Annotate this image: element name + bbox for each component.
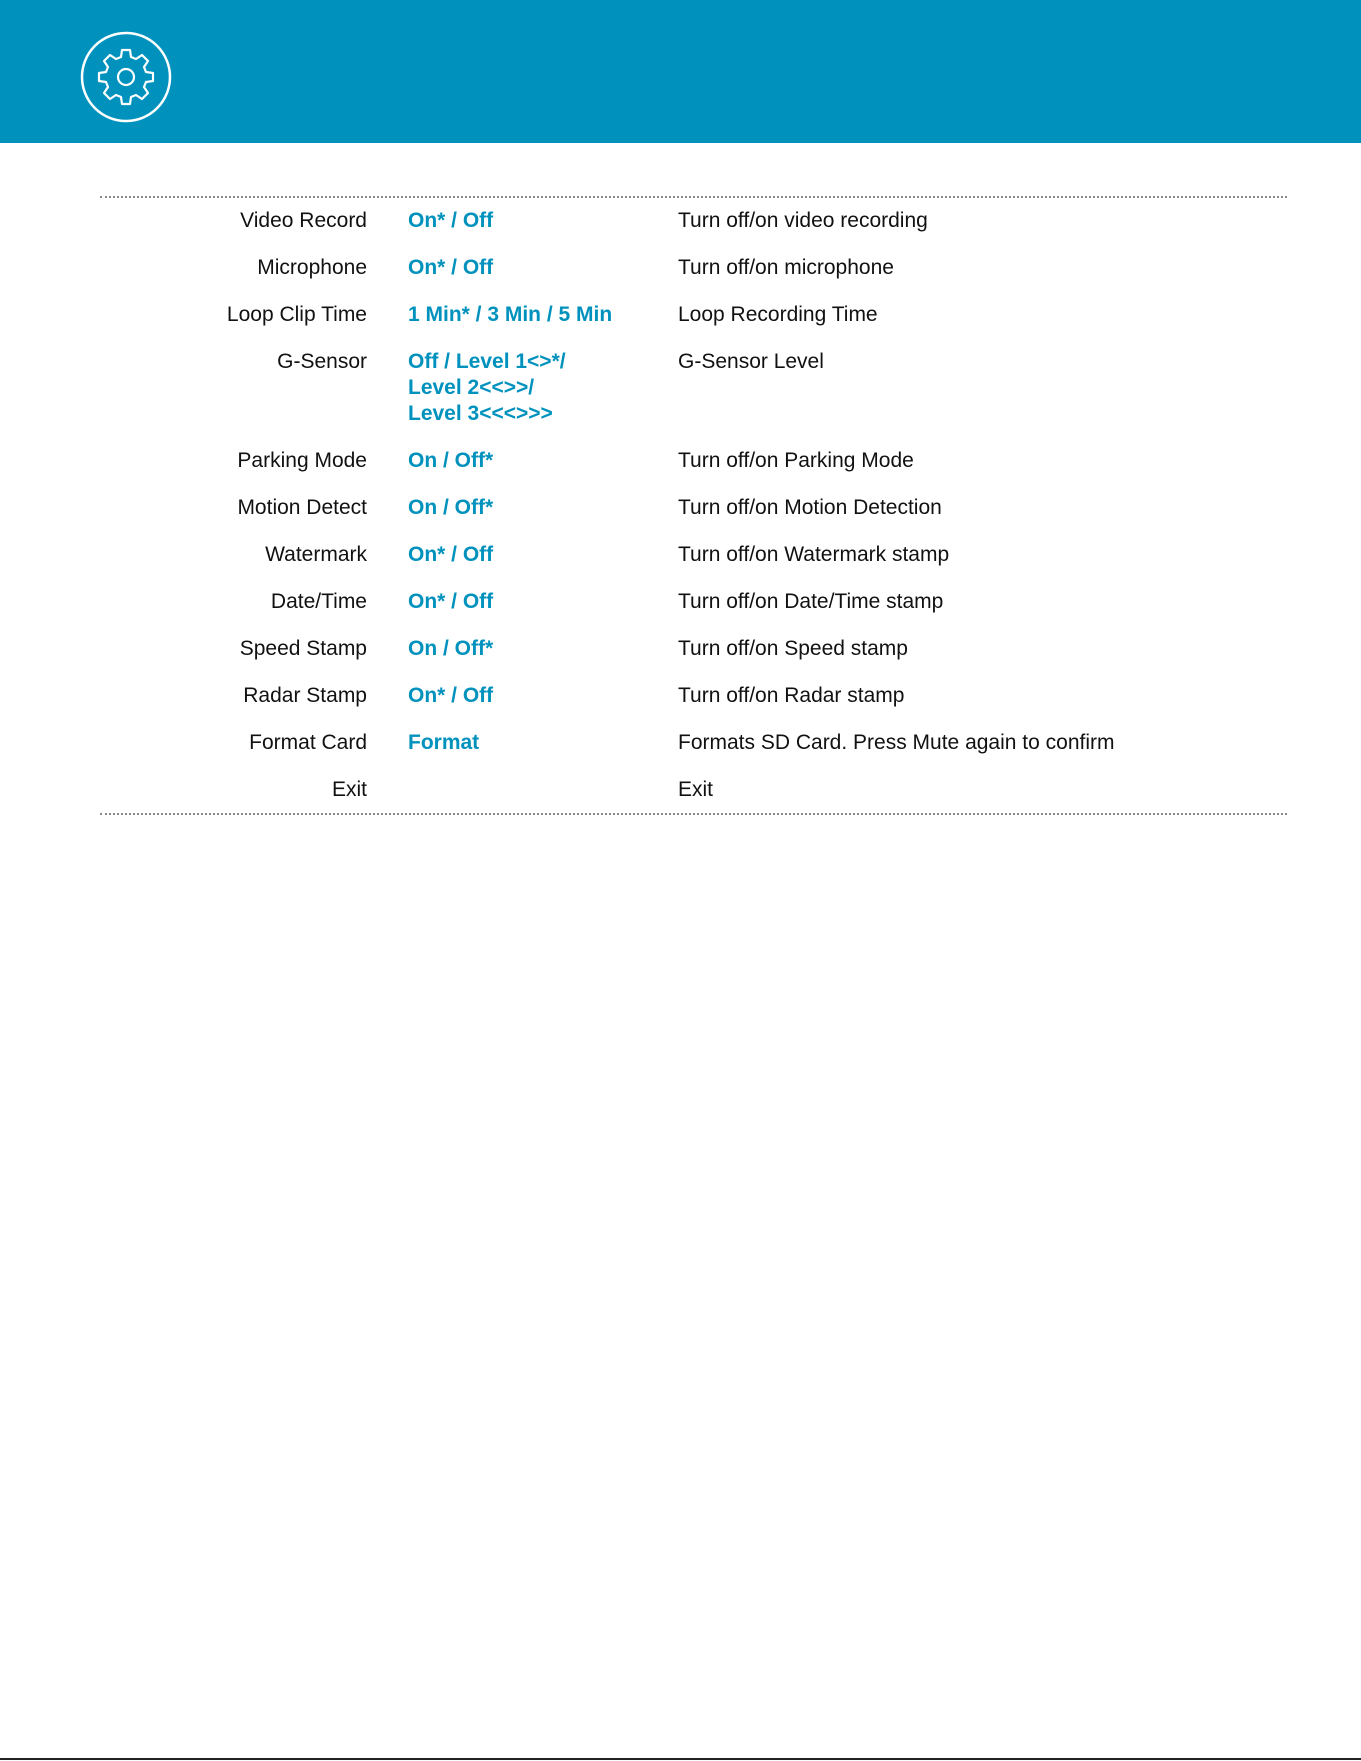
header-bar	[0, 0, 1361, 143]
setting-description: Formats SD Card. Press Mute again to confirm	[678, 731, 1115, 754]
settings-row	[100, 589, 1287, 615]
settings-table	[100, 196, 1287, 815]
settings-row	[100, 495, 1287, 521]
setting-label: Format Card	[249, 731, 367, 754]
settings-row	[100, 636, 1287, 662]
setting-label: Date/Time	[270, 590, 367, 613]
setting-options: On* / Off	[408, 684, 494, 707]
setting-label: Radar Stamp	[243, 684, 367, 707]
settings-row	[100, 542, 1287, 568]
settings-row	[100, 777, 1287, 803]
setting-label: Video Record	[240, 209, 367, 232]
setting-description: Exit	[678, 778, 714, 801]
setting-description: Turn off/on Radar stamp	[678, 684, 905, 707]
setting-label: Speed Stamp	[239, 637, 367, 660]
setting-description: Turn off/on Motion Detection	[678, 496, 942, 519]
setting-description: Turn off/on video recording	[678, 209, 928, 232]
setting-options: Off / Level 1<>*/ Level 2<<>>/ Level 3<<<>>>	[408, 350, 566, 425]
setting-description: Turn off/on Date/Time stamp	[678, 590, 944, 613]
setting-options: 1 Min* / 3 Min / 5 Min	[408, 303, 613, 326]
setting-label: Motion Detect	[237, 496, 367, 519]
settings-row	[100, 255, 1287, 281]
setting-options: On / Off*	[408, 637, 494, 660]
settings-row	[100, 683, 1287, 709]
setting-options: Format	[408, 731, 480, 754]
setting-options: On / Off*	[408, 496, 494, 519]
setting-label: Loop Clip Time	[226, 303, 367, 326]
setting-label: Parking Mode	[237, 449, 367, 472]
settings-row	[100, 302, 1287, 328]
setting-description: Turn off/on Watermark stamp	[678, 543, 950, 566]
setting-label: Watermark	[265, 543, 367, 566]
setting-options	[408, 777, 663, 803]
settings-row	[100, 730, 1287, 756]
setting-description: Loop Recording Time	[678, 303, 878, 326]
setting-label: Exit	[331, 778, 367, 801]
bottom-rule	[0, 1758, 1361, 1760]
gear-icon	[80, 31, 172, 123]
setting-label: Microphone	[257, 256, 367, 279]
setting-options: On* / Off	[408, 256, 494, 279]
settings-row	[100, 349, 1287, 427]
setting-description: Turn off/on Parking Mode	[678, 449, 914, 472]
setting-options: On* / Off	[408, 209, 494, 232]
setting-options: On* / Off	[408, 590, 494, 613]
settings-row	[100, 448, 1287, 474]
setting-description: Turn off/on microphone	[678, 256, 894, 279]
setting-options: On* / Off	[408, 543, 494, 566]
setting-description: Turn off/on Speed stamp	[678, 637, 908, 660]
settings-row	[100, 208, 1287, 234]
setting-options: On / Off*	[408, 449, 494, 472]
setting-description: G-Sensor Level	[678, 350, 824, 373]
setting-label: G-Sensor	[277, 350, 367, 373]
